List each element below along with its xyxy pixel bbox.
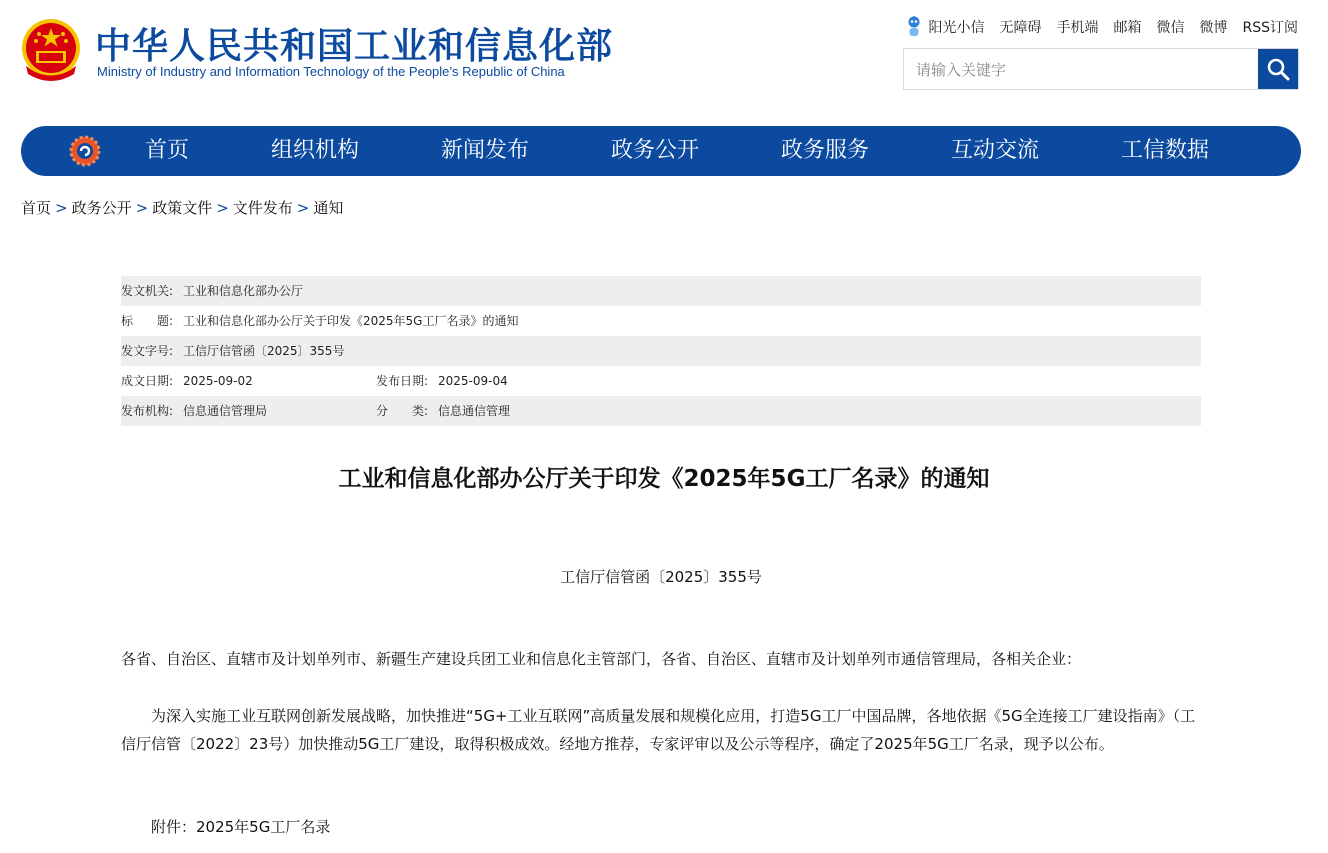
category-label: 分 类: — [376, 404, 429, 418]
document-info-table — [121, 276, 1201, 426]
category-value: 信息通信管理 — [438, 404, 511, 418]
robot-icon — [906, 16, 922, 38]
breadcrumb-notice[interactable]: 通知 — [313, 199, 344, 217]
top-links — [906, 16, 1298, 38]
search-box — [903, 48, 1299, 90]
attachment-line[interactable]: 附件：2025年5G工厂名录 — [121, 818, 331, 836]
org-value: 信息通信管理局 — [183, 404, 268, 418]
info-row-dates — [121, 366, 1201, 396]
issuer-value: 工业和信息化部办公厅 — [183, 284, 304, 298]
link-wechat[interactable]: 微信 — [1156, 20, 1185, 36]
info-row-docno — [121, 336, 1201, 366]
nav-home[interactable]: 首页 — [145, 138, 190, 163]
site-title-english[interactable]: Ministry of Industry and Information Technology of the People’s Republic of China — [97, 64, 565, 79]
created-date-label: 成文日期: — [121, 374, 174, 388]
search-icon — [1266, 57, 1290, 81]
docno-value: 工信厅信管函〔2025〕355号 — [183, 344, 345, 358]
site-title[interactable]: 中华人民共和国工业和信息化部 — [95, 26, 614, 67]
breadcrumb-separator: > — [296, 199, 310, 217]
breadcrumb-home[interactable]: 首页 — [21, 199, 52, 217]
link-mobile[interactable]: 手机端 — [1056, 20, 1099, 36]
nav-interaction[interactable]: 互动交流 — [951, 138, 1040, 163]
breadcrumb-government-affairs[interactable]: 政务公开 — [71, 199, 132, 217]
main-nav — [21, 126, 1301, 176]
org-label: 发布机构: — [121, 404, 174, 418]
published-date-value: 2025-09-04 — [438, 374, 508, 388]
national-emblem-icon — [20, 18, 82, 86]
title-label: 标 题: — [121, 314, 174, 328]
link-mailbox[interactable]: 邮箱 — [1113, 20, 1142, 36]
document-number: 工信厅信管函〔2025〕355号 — [560, 568, 762, 586]
nav-news[interactable]: 新闻发布 — [441, 138, 530, 163]
nav-services[interactable]: 政务服务 — [781, 138, 870, 163]
nav-data[interactable]: 工信数据 — [1121, 138, 1210, 163]
nav-government-affairs[interactable]: 政务公开 — [611, 138, 700, 163]
issuer-label: 发文机关: — [121, 284, 174, 298]
article-title: 工业和信息化部办公厅关于印发《2025年5G工厂名录》的通知 — [338, 466, 990, 492]
search-button[interactable] — [1258, 49, 1298, 89]
docno-label: 发文字号: — [121, 344, 174, 358]
nav-logo-icon[interactable] — [69, 135, 101, 167]
nav-organization[interactable]: 组织机构 — [271, 138, 360, 163]
info-row-org — [121, 396, 1201, 426]
breadcrumb-policy-files[interactable]: 政策文件 — [152, 199, 213, 217]
link-accessibility[interactable]: 无障碍 — [999, 20, 1042, 36]
link-weibo[interactable]: 微博 — [1199, 20, 1228, 36]
link-rss[interactable]: RSS订阅 — [1242, 20, 1298, 36]
info-row-title — [121, 306, 1201, 336]
recipients-paragraph: 各省、自治区、直辖市及计划单列市、新疆生产建设兵团工业和信息化主管部门，各省、自治区、直辖市及计划单列市通信管理局，各相关企业： — [121, 650, 1082, 668]
body-paragraph: 为深入实施工业互联网创新发展战略，加快推进“5G+工业互联网”高质量发展和规模化应用，打造5G工厂中国品牌，各地依据《5G全连接工厂建设指南》（工信厅信管〔2022〕23号）加快推动5G工厂建设，取得积极成效。经地方推荐，专家评审以及公示等程序，确定了2025年5G工厂名录，现予以公布。 — [121, 707, 1196, 753]
breadcrumb-file-release[interactable]: 文件发布 — [232, 199, 293, 217]
breadcrumb-separator: > — [216, 199, 229, 217]
link-sunshine-xiaoxin[interactable]: 阳光小信 — [928, 20, 985, 36]
published-date-label: 发布日期: — [376, 374, 429, 388]
created-date-value: 2025-09-02 — [183, 374, 253, 388]
title-value: 工业和信息化部办公厅关于印发《2025年5G工厂名录》的通知 — [183, 314, 519, 328]
breadcrumb-separator: > — [135, 199, 149, 217]
search-input[interactable] — [914, 49, 1258, 91]
info-row-issuer — [121, 276, 1201, 306]
breadcrumb — [21, 197, 343, 218]
breadcrumb-separator: > — [55, 199, 68, 217]
